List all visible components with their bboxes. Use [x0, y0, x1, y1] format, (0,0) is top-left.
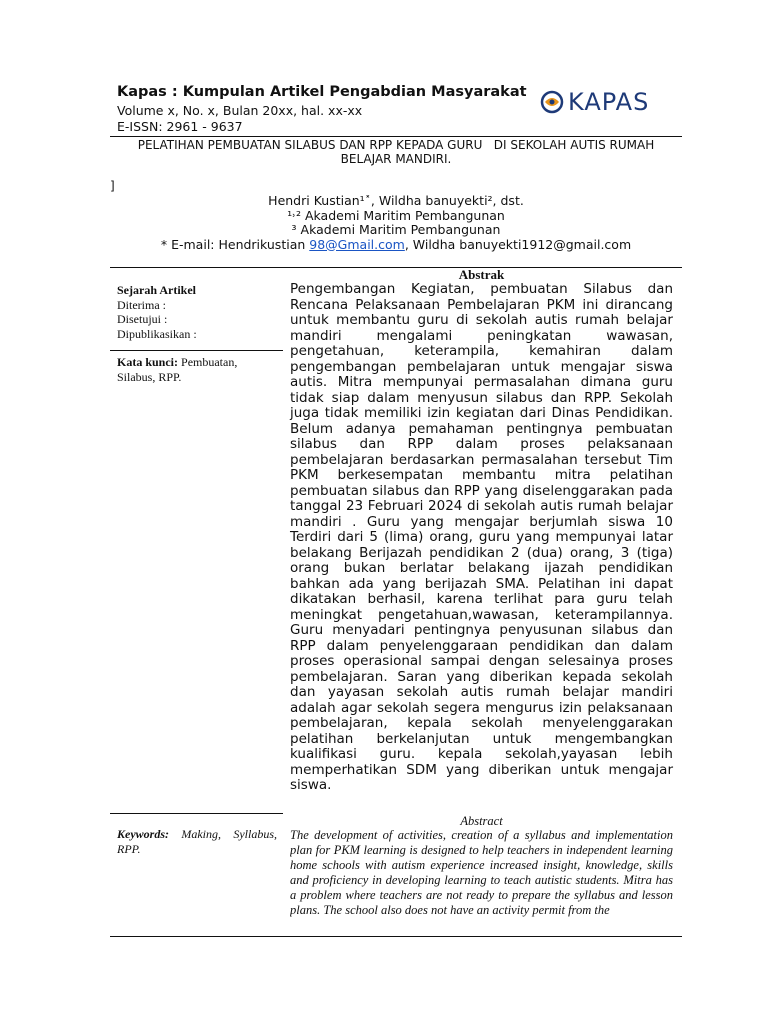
email-suffix: , Wildha banuyekti1912@gmail.com [404, 236, 632, 252]
article-history-heading: Sejarah Artikel [117, 283, 196, 297]
abstrak-heading: Abstrak [458, 267, 505, 282]
abstract-body: The development of activities, creation of a syllabus and implementation plan for PKM learning is designed to help teachers in independent learning home schools with autism experience increased insight, knowledge, skills and proficiency in developing learning to teach autistic students. Mitra has a problem where teachers are not ready to prepare the syllabus and lesson plans. The school also does not have an activity permit from the [290, 828, 673, 917]
affiliation-2: ³ Akademi Maritim Pembangunan [291, 222, 501, 237]
volume-line: Volume x, No. x, Bulan 20xx, hal. xx-xx [117, 103, 363, 118]
kapas-emblem-icon [540, 90, 564, 114]
logo-text: KAPAS [568, 88, 650, 116]
paper-title-line1: PELATIHAN PEMBUATAN SILABUS DAN RPP KEPADA GURU DI SEKOLAH AUTIS RUMAH [137, 138, 655, 152]
abstrak-body: Pengembangan Kegiatan, pembuatan Silabus dan Rencana Pelaksanaan Pembelajaran PKM ini dirancang untuk membantu guru di sekolah autis rumah belajar mandiri mengalami peningkatan wawasan, pengetahuan, keterampila, kemahiran dalam pengembangan pembelajaran untuk mengajar siswa autis. Mitra mempunyai permasalahan dimana guru tidak siap dalam menyusun silabus dan RPP. Sekolah juga tidak memiliki izin kegiatan dari Dinas Pendidikan. Belum adanya pemahaman pentingnya pembuatan silabus dan RPP dalam proses pelaksanaan pembelajaran berdasarkan permasalahan tersebut Tim PKM berkesempatan membantu mitra pelatihan pembuatan silabus dan RPP yang diselenggarakan pada tanggal 23 Februari 2024 di sekolah autis rumah belajar mandiri . Guru yang mengajar berjumlah siswa 10 Terdiri dari 5 (lima) orang, guru yang mempunyai latar belakang Berijazah pendidikan 2 (dua) orang, 3 (tiga) orang bukan berlatar belakang ijazah pendidikan bahkan ada yang berijazah SMA. Pelatihan ini dapat dikatakan berhasil, karena terlihat para guru telah meningkat pengetahuan,wawasan, keterampilannya. Guru menyadari pentingnya penyusunan silabus dan RPP dalam penyelenggaraan pendidikan dan dalam proses operasional sampai dengan selesainya proses pembelajaran. Saran yang diberikan kepada sekolah dan yayasan sekolah autis rumah belajar mandiri adalah agar sekolah segera mengurus izin pelaksanaan pembelajaran, kepala sekolah menyelenggarakan pelatihan berkelanjutan untuk mengembangkan kualifikasi guru. kepala sekolah,yayasan lebih memperhatikan SDM yang diberikan untuk mengajar siswa. [290, 281, 673, 793]
journal-title: Kapas : Kumpulan Artikel Pengabdian Masyarakat [117, 84, 527, 100]
kapas-logo [540, 88, 649, 116]
header-divider [110, 136, 682, 137]
published-label: Dipublikasikan : [117, 326, 197, 341]
abstract-bottom-rule [110, 936, 682, 937]
abstract-heading: Abstract [460, 814, 503, 828]
author-block [110, 194, 682, 252]
keywords-divider [110, 813, 283, 814]
history-divider [110, 350, 283, 351]
email-link[interactable]: 98@Gmail.com [309, 236, 405, 252]
affiliation-1: ¹˒² Akademi Maritim Pembangunan [287, 207, 505, 223]
email-line [110, 238, 682, 253]
keywords-en-value: Making, Syllabus, RPP. [117, 827, 277, 856]
issn-line: E-ISSN: 2961 - 9637 [117, 119, 243, 134]
paper-title-line2: BELAJAR MANDIRI. [340, 152, 452, 166]
keywords-en [117, 827, 277, 856]
author-names: Hendri Kustian¹˟, Wildha banuyekti², dst. [268, 193, 524, 208]
keywords-id [117, 355, 272, 384]
received-label: Diterima : [117, 297, 166, 312]
keywords-id-label: Kata kunci: [117, 355, 179, 369]
email-prefix: * E-mail: Hendrikustian [160, 236, 310, 252]
article-history [117, 283, 272, 341]
approved-label: Disetujui : [117, 312, 168, 326]
keywords-id-value: Pembuatan, Silabus, RPP. [117, 355, 238, 384]
stray-bracket: ] [110, 179, 115, 193]
keywords-en-label: Keywords: [117, 827, 169, 841]
paper-title [110, 138, 682, 166]
